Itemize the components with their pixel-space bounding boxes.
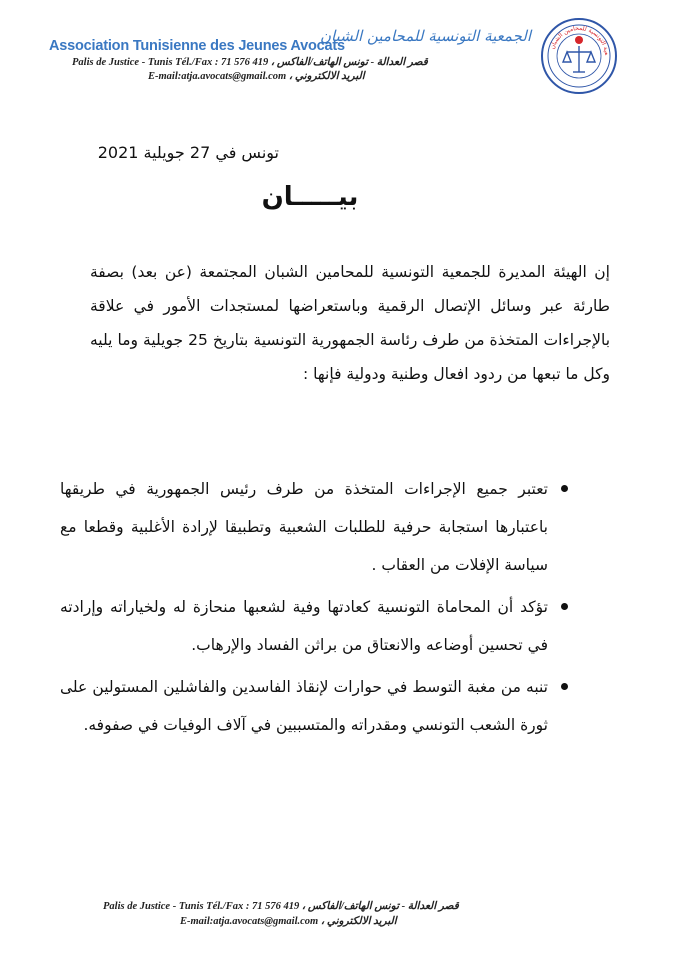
bullet-icon [561, 603, 568, 610]
association-name-arabic: الجمعية التونسية للمحامين الشبان [319, 27, 531, 45]
association-name-french: Association Tunisienne des Jeunes Avocats [49, 38, 345, 54]
logo-circular-text: عية التونسية للمحامين الشبان [548, 24, 611, 56]
statement-point [60, 668, 548, 744]
header-address: Palis de Justice - Tunis Tél./Fax : 71 576 419 ، قصر العدالة - تونس الهاتف/الفاكس [72, 57, 428, 68]
bullet-icon [561, 485, 568, 492]
statement-point-text: تؤكد أن المحاماة التونسية كعادتها وفية لشعبها منحازة له ولخياراته وإرادته في تحسين أوضاعه والانعتاق من براثن الفساد والإرهاب. [60, 598, 548, 654]
statement-point-text: تنبه من مغبة التوسط في حوارات لإنقاذ الفاسدين والفاشلين المستولين على ثورة الشعب التونسي ومقدراته والمتسببين في آلاف الوفيات في صفوفه. [60, 678, 548, 734]
header-email: E-mail:atja.avocats@gmail.com ، البريد الالكتروني [148, 71, 365, 82]
statement-intro: إن الهيئة المديرة للجمعية التونسية للمحامين الشبان المجتمعة (عن بعد) بصفة طارئة عبر وسائل الإتصال الرقمية وباستعراضها لمستجدات الأمور في علاقة بالإجراءات المتخذة من طرف رئاسة الجمهورية التونسية بتاريخ 25 جويلية وما يليه وكل ما تبعها من ردود افعال وطنية ودولية فإنها : [90, 263, 611, 383]
statement-points [60, 470, 548, 748]
document-title: بيـــــان [261, 182, 359, 212]
bullet-icon [561, 683, 568, 690]
letterhead [0, 0, 679, 100]
footer-address: Palis de Justice - Tunis Tél./Fax : 71 576 419 ، قصر العدالة - تونس الهاتف/الفاكس [103, 901, 459, 912]
scales-of-justice-icon [563, 46, 595, 72]
flag-emblem-icon [575, 36, 583, 44]
statement-point [60, 588, 548, 664]
association-logo [541, 18, 617, 94]
footer-email: E-mail:atja.avocats@gmail.com ، البريد الالكتروني [180, 916, 397, 927]
statement-point-text: تعتبر جميع الإجراءات المتخذة من طرف رئيس الجمهورية في طريقها باعتبارها استجابة حرفية للطلبات الشعبية وتطبيقا لإرادة الأغلبية وقطعا مع سياسة الإفلات من العقاب . [60, 480, 548, 574]
document-date: تونس في 27 جويلية 2021 [97, 143, 279, 162]
statement-point [60, 470, 548, 584]
